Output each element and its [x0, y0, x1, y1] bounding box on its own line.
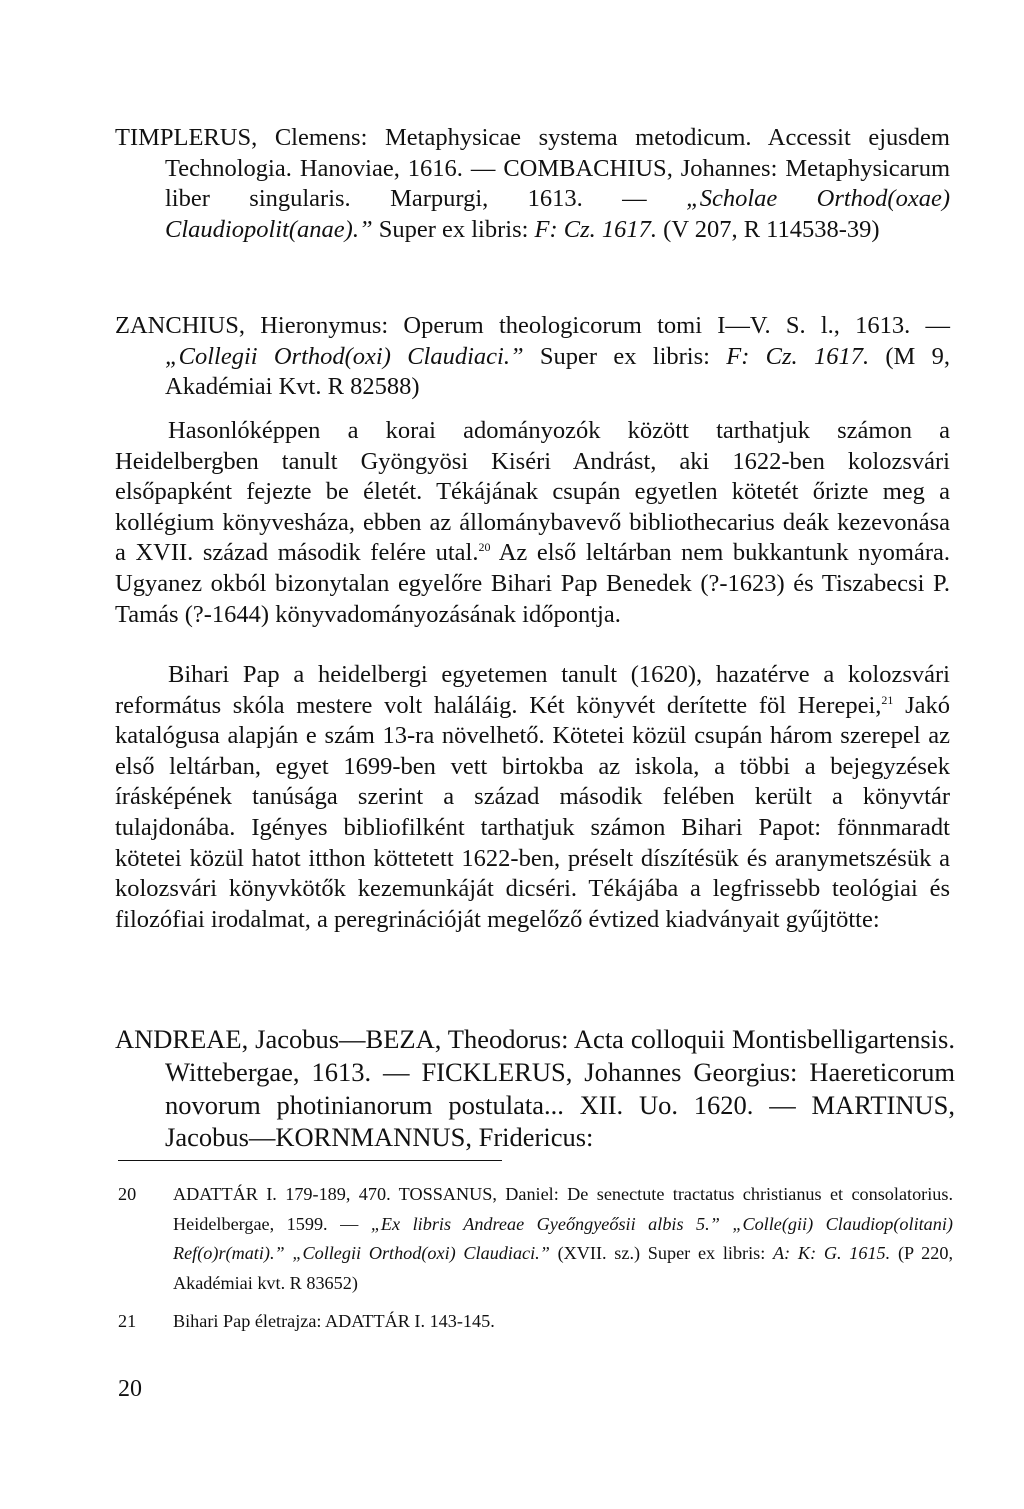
footnote-number: 21 — [118, 1311, 137, 1331]
footnote-separator — [118, 1160, 502, 1161]
footnote-text: (P 220, Akadémiai kvt. R 83652) — [173, 1243, 953, 1293]
footnote-text: Bihari Pap életrajza: ADATTÁR I. 143-145. — [173, 1311, 495, 1331]
paragraph-text: Bihari Pap a heidelbergi egyetemen tanult (1620), hazatérve a kolozsvári református skóla mestere volt haláláig. Két könyvét derítette föl Herepei, — [115, 661, 950, 719]
paragraph-text: Az első leltárban nem bukkantunk nyomára. Ugyanez okból bizonytalan egyelőre Bihari Pap Benedek (?-1623) és Tiszabecsi P. Tamás (?-1644) könyvadományozásának időpontja. — [115, 539, 950, 628]
ex-libris-italic: F: Cz. 1617. — [534, 215, 658, 243]
entry-text: Super ex libris: — [372, 215, 535, 243]
bibliography-entry-timplerus — [115, 123, 950, 245]
provenance-italic: „Collegii Orthod(oxi) Claudiaci.” — [165, 342, 524, 370]
footnote-number: 20 — [118, 1184, 137, 1204]
provenance-italic: „Scholae Orthod(oxae) Claudiopolit(anae).” — [165, 185, 950, 243]
entry-text: (M 9, Akadémiai Kvt. R 82588) — [165, 342, 950, 401]
entry-text: Super ex libris: — [523, 342, 727, 370]
footnote-ref-20: 20 — [478, 540, 491, 555]
footnote-ref-21: 21 — [881, 692, 894, 707]
bibliography-entry-andreae — [115, 1023, 955, 1154]
body-paragraph-1 — [115, 416, 950, 630]
paragraph-text: Jakó katalógusa alapján e szám 13-ra növelhető. Kötetei közül csupán három szerepel az első leltárban, egyet 1699-ben vett birtokba az iskola, a többi a bejegyzések írásképének tanúsága szerint a század második felében került a könyvtár tulajdonába. Igényes bibliofilként tarthatjuk számon Bihari Papot: fönnmaradt kötetei közül hatot itthon köttetett 1622-ben, préselt díszítésük és aranymetszésük a kolozsvári könyvkötők kezemunkáját dicséri. Tékájába a legfrissebb teológiai és filozófiai irodalmat, a peregrinációját megelőző évtized kiadványait gyűjtötte: — [115, 691, 950, 933]
page-number: 20 — [118, 1376, 142, 1402]
entry-text: ANDREAE, Jacobus—BEZA, Theodorus: Acta colloquii Montisbelligartensis. Wittebergae, 1613. — FICKLERUS, Johannes Georgius: Haereticorum novorum photinianorum postulata... XII. Uo. 1620. — MARTINUS, Jacobus—KORNMANNUS, Fridericus: — [115, 1024, 955, 1153]
footnote-text: (XVII. sz.) Super ex libris: — [549, 1243, 774, 1263]
entry-text: (V 207, R 114538-39) — [657, 215, 880, 243]
paragraph-text: Hasonlóképpen a korai adományozók között tarthatjuk számon a Heidelbergben tanult Gyöngyösi Kiséri Andrást, aki 1622-ben kolozsvári elsőpapként fejezte be életét. Tékájának csupán egyetlen kötetét őrizte meg a kollégium könyvesháza, ebben az állománybavevő bibliothecarius deák kezevonása a XVII. század második felére utal. — [115, 417, 950, 567]
provenance-italic: „Ex libris Andreae Gyeőngyeősii albis 5.” „Colle(gii) Claudiop(olitani) Ref(o)r(mati).” „Collegii Orthod(oxi) Claudiaci.” — [173, 1213, 953, 1263]
footnote-text: ADATTÁR I. 179-189, 470. TOSSANUS, Daniel: De senectute tractatus christianus et consolatorius. Heidelbergae, 1599. — — [173, 1184, 953, 1234]
footnote-20 — [118, 1180, 953, 1298]
body-paragraph-2 — [115, 660, 950, 935]
ex-libris-italic: F: Cz. 1617. — [726, 342, 870, 370]
entry-text: ZANCHIUS, Hieronymus: Operum theologicorum tomi I—V. S. l., 1613. — — [115, 312, 950, 339]
bibliography-entry-zanchius — [115, 311, 950, 403]
entry-text: TIMPLERUS, Clemens: Metaphysicae systema metodicum. Accessit ejusdem Technologia. Hanoviae, 1616. — COMBACHIUS, Johannes: Metaphysicarum liber singularis. Marpurgi, 1613. — — [115, 124, 950, 213]
footnote-21 — [118, 1307, 953, 1337]
ex-libris-italic: A: K: G. 1615. — [773, 1243, 891, 1263]
